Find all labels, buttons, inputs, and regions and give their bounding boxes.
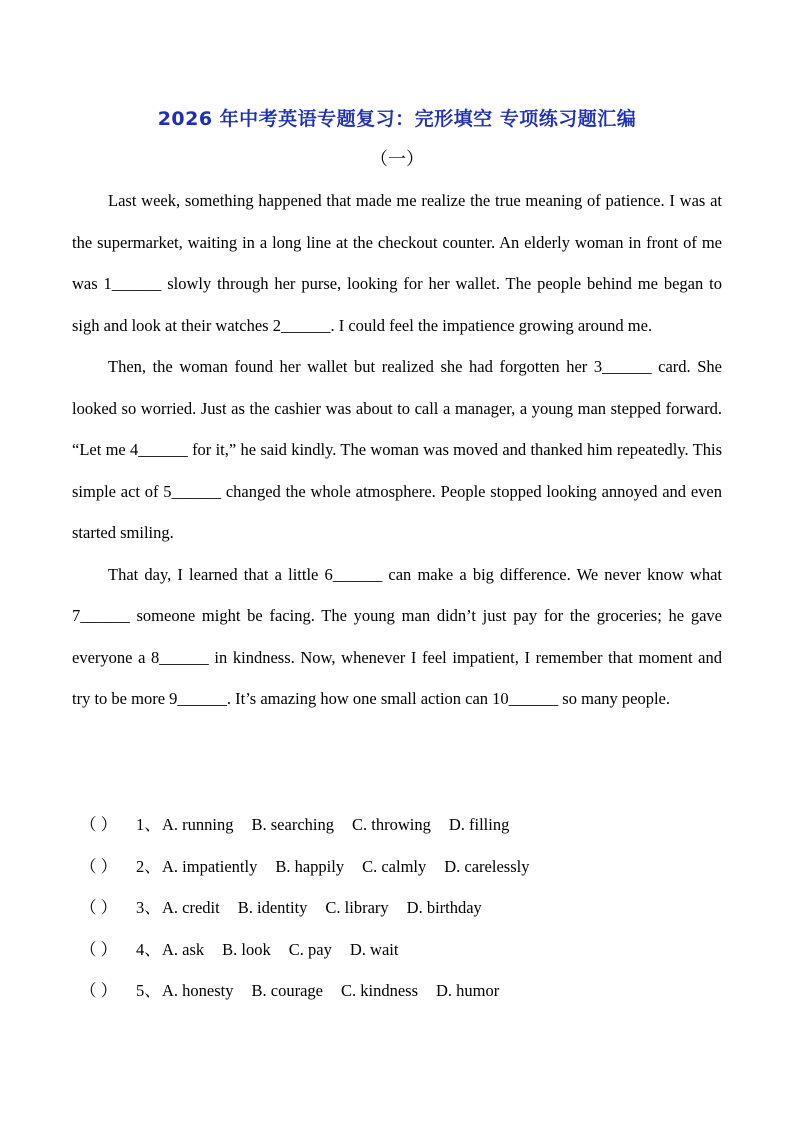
question-number: 5、 xyxy=(136,981,161,1000)
option-b: B. identity xyxy=(237,898,308,917)
question-row xyxy=(80,846,720,888)
question-row xyxy=(80,804,720,846)
question-number: 4、 xyxy=(136,939,161,959)
option-b: B. look xyxy=(222,939,271,959)
passage-paragraph-1: Last week, something happened that made me realize the true meaning of patience. I was at the supermarket, waiting in a long line at the checkout counter. An elderly woman in front of me was 1______ slowly through her purse, looking for her wallet. The people behind me began to sigh and look at their watches 2______. I could feel the impatience growing around me. xyxy=(72,191,722,335)
option-d: D. wait xyxy=(349,939,399,959)
passage-paragraph-3: That day, I learned that a little 6______ can make a big difference. We never know what 7______ someone might be facing. The young man didn’t just pay for the groceries; he gave everyone a 8______ in kindness. Now, whenever I feel impatient, I remember that moment and try to be more 9______. It’s amazing how one small action can 10______ so many people. xyxy=(72,564,722,708)
question-row xyxy=(80,929,720,971)
option-b: B. courage xyxy=(251,981,323,1000)
page-subtitle: （一） xyxy=(370,149,424,170)
option-c: C. kindness xyxy=(340,981,418,1000)
answer-paren: （ ） xyxy=(80,898,118,917)
option-d: D. birthday xyxy=(406,898,482,917)
answer-paren: （ ） xyxy=(80,815,118,834)
option-a: A. impatiently xyxy=(162,856,258,876)
option-c: C. throwing xyxy=(351,815,431,834)
option-c: C. calmly xyxy=(362,856,427,876)
option-b: B. happily xyxy=(275,856,345,876)
option-a: A. honesty xyxy=(162,981,234,1000)
answer-paren: （ ） xyxy=(80,939,118,959)
cloze-passage xyxy=(72,180,722,720)
question-list xyxy=(80,804,720,1012)
option-d: D. filling xyxy=(448,815,510,834)
option-b: B. searching xyxy=(251,815,334,834)
answer-paren: （ ） xyxy=(80,981,118,1000)
question-row xyxy=(80,887,720,929)
question-row xyxy=(80,970,720,1012)
answer-paren: （ ） xyxy=(80,856,118,876)
option-c: C. pay xyxy=(288,939,332,959)
page-title: 2026 年中考英语专题复习：完形填空 专项练习题汇编 xyxy=(157,108,637,130)
option-a: A. ask xyxy=(162,939,205,959)
question-number: 1、 xyxy=(136,815,161,834)
option-c: C. library xyxy=(325,898,389,917)
option-d: D. carelessly xyxy=(444,856,530,876)
question-number: 2、 xyxy=(136,856,161,876)
option-d: D. humor xyxy=(436,981,500,1000)
option-a: A. running xyxy=(162,815,234,834)
question-number: 3、 xyxy=(136,898,161,917)
option-a: A. credit xyxy=(162,898,220,917)
passage-paragraph-2: Then, the woman found her wallet but realized she had forgotten her 3______ card. She looked so worried. Just as the cashier was about to call a manager, a young man stepped forward. “Let me 4______ for it,” he said kindly. The woman was moved and thanked him repeatedly. This simple act of 5______ changed the whole atmosphere. People stopped looking annoyed and even started smiling. xyxy=(72,357,722,542)
